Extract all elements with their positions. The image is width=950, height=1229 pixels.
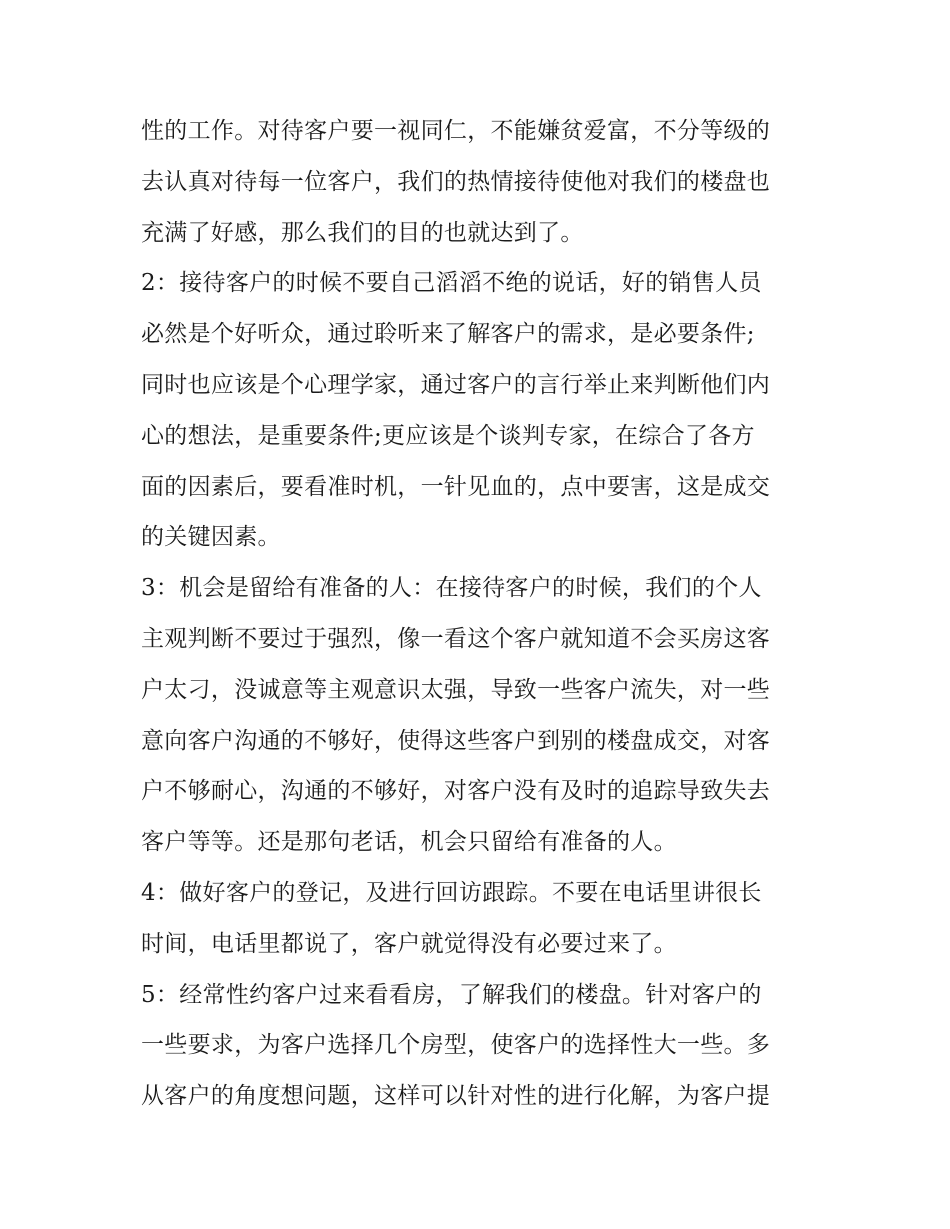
text-line: 意向客户沟通的不够好，使得这些客户到别的楼盘成交，对客: [141, 727, 771, 754]
text-line: 必然是个好听众，通过聆听来了解客户的需求，是必要条件;: [141, 321, 755, 348]
text-line: 3：机会是留给有准备的人：在接待客户的时候，我们的个人: [141, 575, 762, 602]
document-body: [141, 106, 821, 1122]
text-line: 2：接待客户的时候不要自己滔滔不绝的说话，好的销售人员: [141, 270, 762, 297]
text-line: 的关键因素。: [141, 524, 281, 551]
text-line: 面的因素后，要看准时机，一针见血的，点中要害，这是成交: [141, 473, 771, 500]
text-line: 充满了好感，那么我们的目的也就达到了。: [141, 219, 584, 246]
text-line: 主观判断不要过于强烈，像一看这个客户就知道不会买房这客: [141, 625, 771, 652]
text-line: 时间，电话里都说了，客户就觉得没有必要过来了。: [141, 930, 677, 957]
text-line: 一些要求，为客户选择几个房型，使客户的选择性大一些。多: [141, 1032, 771, 1059]
text-line: 4：做好客户的登记，及进行回访跟踪。不要在电话里讲很长: [141, 879, 762, 906]
text-line: 同时也应该是个心理学家，通过客户的言行举止来判断他们内: [141, 371, 771, 398]
text-line: 客户等等。还是那句老话，机会只留给有准备的人。: [141, 829, 677, 856]
text-line: 5：经常性约客户过来看看房，了解我们的楼盘。针对客户的: [141, 981, 762, 1008]
text-line: 从客户的角度想问题，这样可以针对性的进行化解，为客户提: [141, 1083, 771, 1110]
text-line: 户太刁，没诚意等主观意识太强，导致一些客户流失，对一些: [141, 676, 771, 703]
text-line: 去认真对待每一位客户，我们的热情接待使他对我们的楼盘也: [141, 168, 771, 195]
text-line: 心的想法，是重要条件;更应该是个谈判专家，在综合了各方: [141, 422, 755, 449]
text-line: 性的工作。对待客户要一视同仁，不能嫌贫爱富，不分等级的: [141, 118, 771, 144]
text-line: 户不够耐心，沟通的不够好，对客户没有及时的追踪导致失去: [141, 778, 771, 805]
